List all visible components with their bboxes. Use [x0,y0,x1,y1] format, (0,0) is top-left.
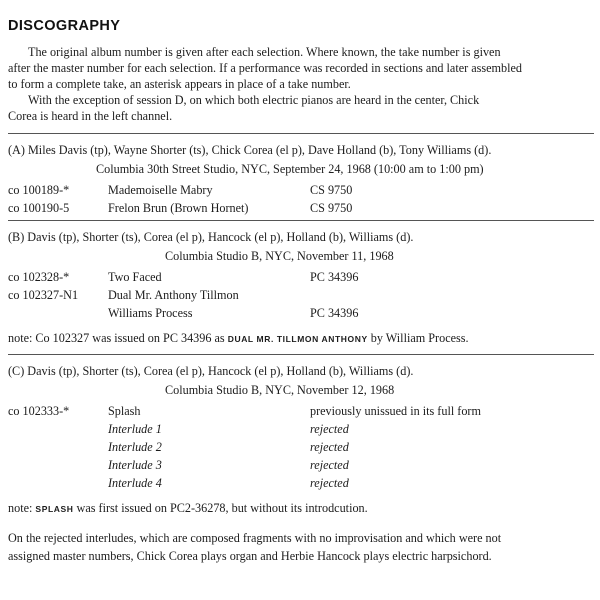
session-place: Columbia Studio B, NYC, November 12, 1968 [165,383,395,397]
session-b [8,221,594,354]
intro-line: Corea is heard in the left channel. [8,109,173,123]
track-title: Frelon Brun (Brown Hornet) [108,201,249,215]
master-number: co 100189-* [8,183,70,197]
album-number: rejected [310,476,349,490]
track-title: Interlude 3 [108,458,162,472]
note-text: note: Co 102327 was issued on PC 34396 as [8,331,228,345]
track-title: Splash [108,404,141,418]
session-personnel: (C) Davis (tp), Shorter (ts), Corea (el p), Hancock (el p), Holland (b), Williams (d). [8,364,414,378]
intro-line: With the exception of session D, on which both electric pianos are heard in the center, Chick [28,93,480,107]
note-text: was first issued on PC2-36278, but without its introdcution. [73,501,368,515]
master-number [8,457,108,473]
session-note [8,330,594,347]
intro-line: to form a complete take, an asterisk appears in place of a take number. [8,77,351,91]
album-number: CS 9750 [310,183,353,197]
track-list [8,403,594,491]
intro-text [8,44,594,124]
session-place: Columbia 30th Street Studio, NYC, September 24, 1968 (10:00 am to 1:00 pm) [96,162,484,176]
session-place: Columbia Studio B, NYC, November 11, 1968 [165,249,394,263]
track-title: Two Faced [108,270,162,284]
master-number [8,421,108,437]
note-title: DUAL MR. TILLMON ANTHONY [227,334,368,344]
session-note [8,500,594,517]
master-number: co 102328-* [8,270,70,284]
track-list [8,182,594,216]
master-number [8,305,108,321]
album-number [310,287,594,303]
track-title: Interlude 2 [108,440,162,454]
intro-line: after the master number for each selection. If a performance was recorded in sections and later assembled [8,61,523,75]
intro-line: The original album number is given after each selection. Where known, the take number is given [28,45,501,59]
track-title: Mademoiselle Mabry [108,183,213,197]
track-title: Williams Process [108,306,193,320]
track-title: Dual Mr. Anthony Tillmon [108,288,239,302]
closing-text [8,530,594,564]
master-number: co 102327-N1 [8,288,79,302]
session-c [8,355,594,524]
track-title: Interlude 1 [108,422,162,436]
track-list [8,269,594,321]
discography-page [8,18,594,564]
closing-line: On the rejected interludes, which are composed fragments with no improvisation and which were not [8,531,502,545]
session-personnel: (B) Davis (tp), Shorter (ts), Corea (el p), Hancock (el p), Holland (b), Williams (d). [8,230,414,244]
master-number: co 102333-* [8,404,70,418]
album-number: rejected [310,422,349,436]
page-title: DISCOGRAPHY [8,18,121,34]
album-number: PC 34396 [310,306,359,320]
master-number [8,439,108,455]
track-title: Interlude 4 [108,476,162,490]
note-text: by William Process. [367,331,469,345]
album-number: rejected [310,458,349,472]
album-number: previously unissued in its full form [310,404,481,418]
master-number [8,475,108,491]
session-a [8,134,594,220]
note-text: note: [8,501,36,515]
master-number: co 100190-5 [8,201,70,215]
album-number: rejected [310,440,349,454]
session-personnel: (A) Miles Davis (tp), Wayne Shorter (ts), Chick Corea (el p), Dave Holland (b), Tony Williams (d). [8,143,492,157]
note-title: SPLASH [35,504,74,514]
closing-line: assigned master numbers, Chick Corea plays organ and Herbie Hancock plays electric harpsichord. [8,549,492,563]
album-number: CS 9750 [310,201,353,215]
album-number: PC 34396 [310,270,359,284]
